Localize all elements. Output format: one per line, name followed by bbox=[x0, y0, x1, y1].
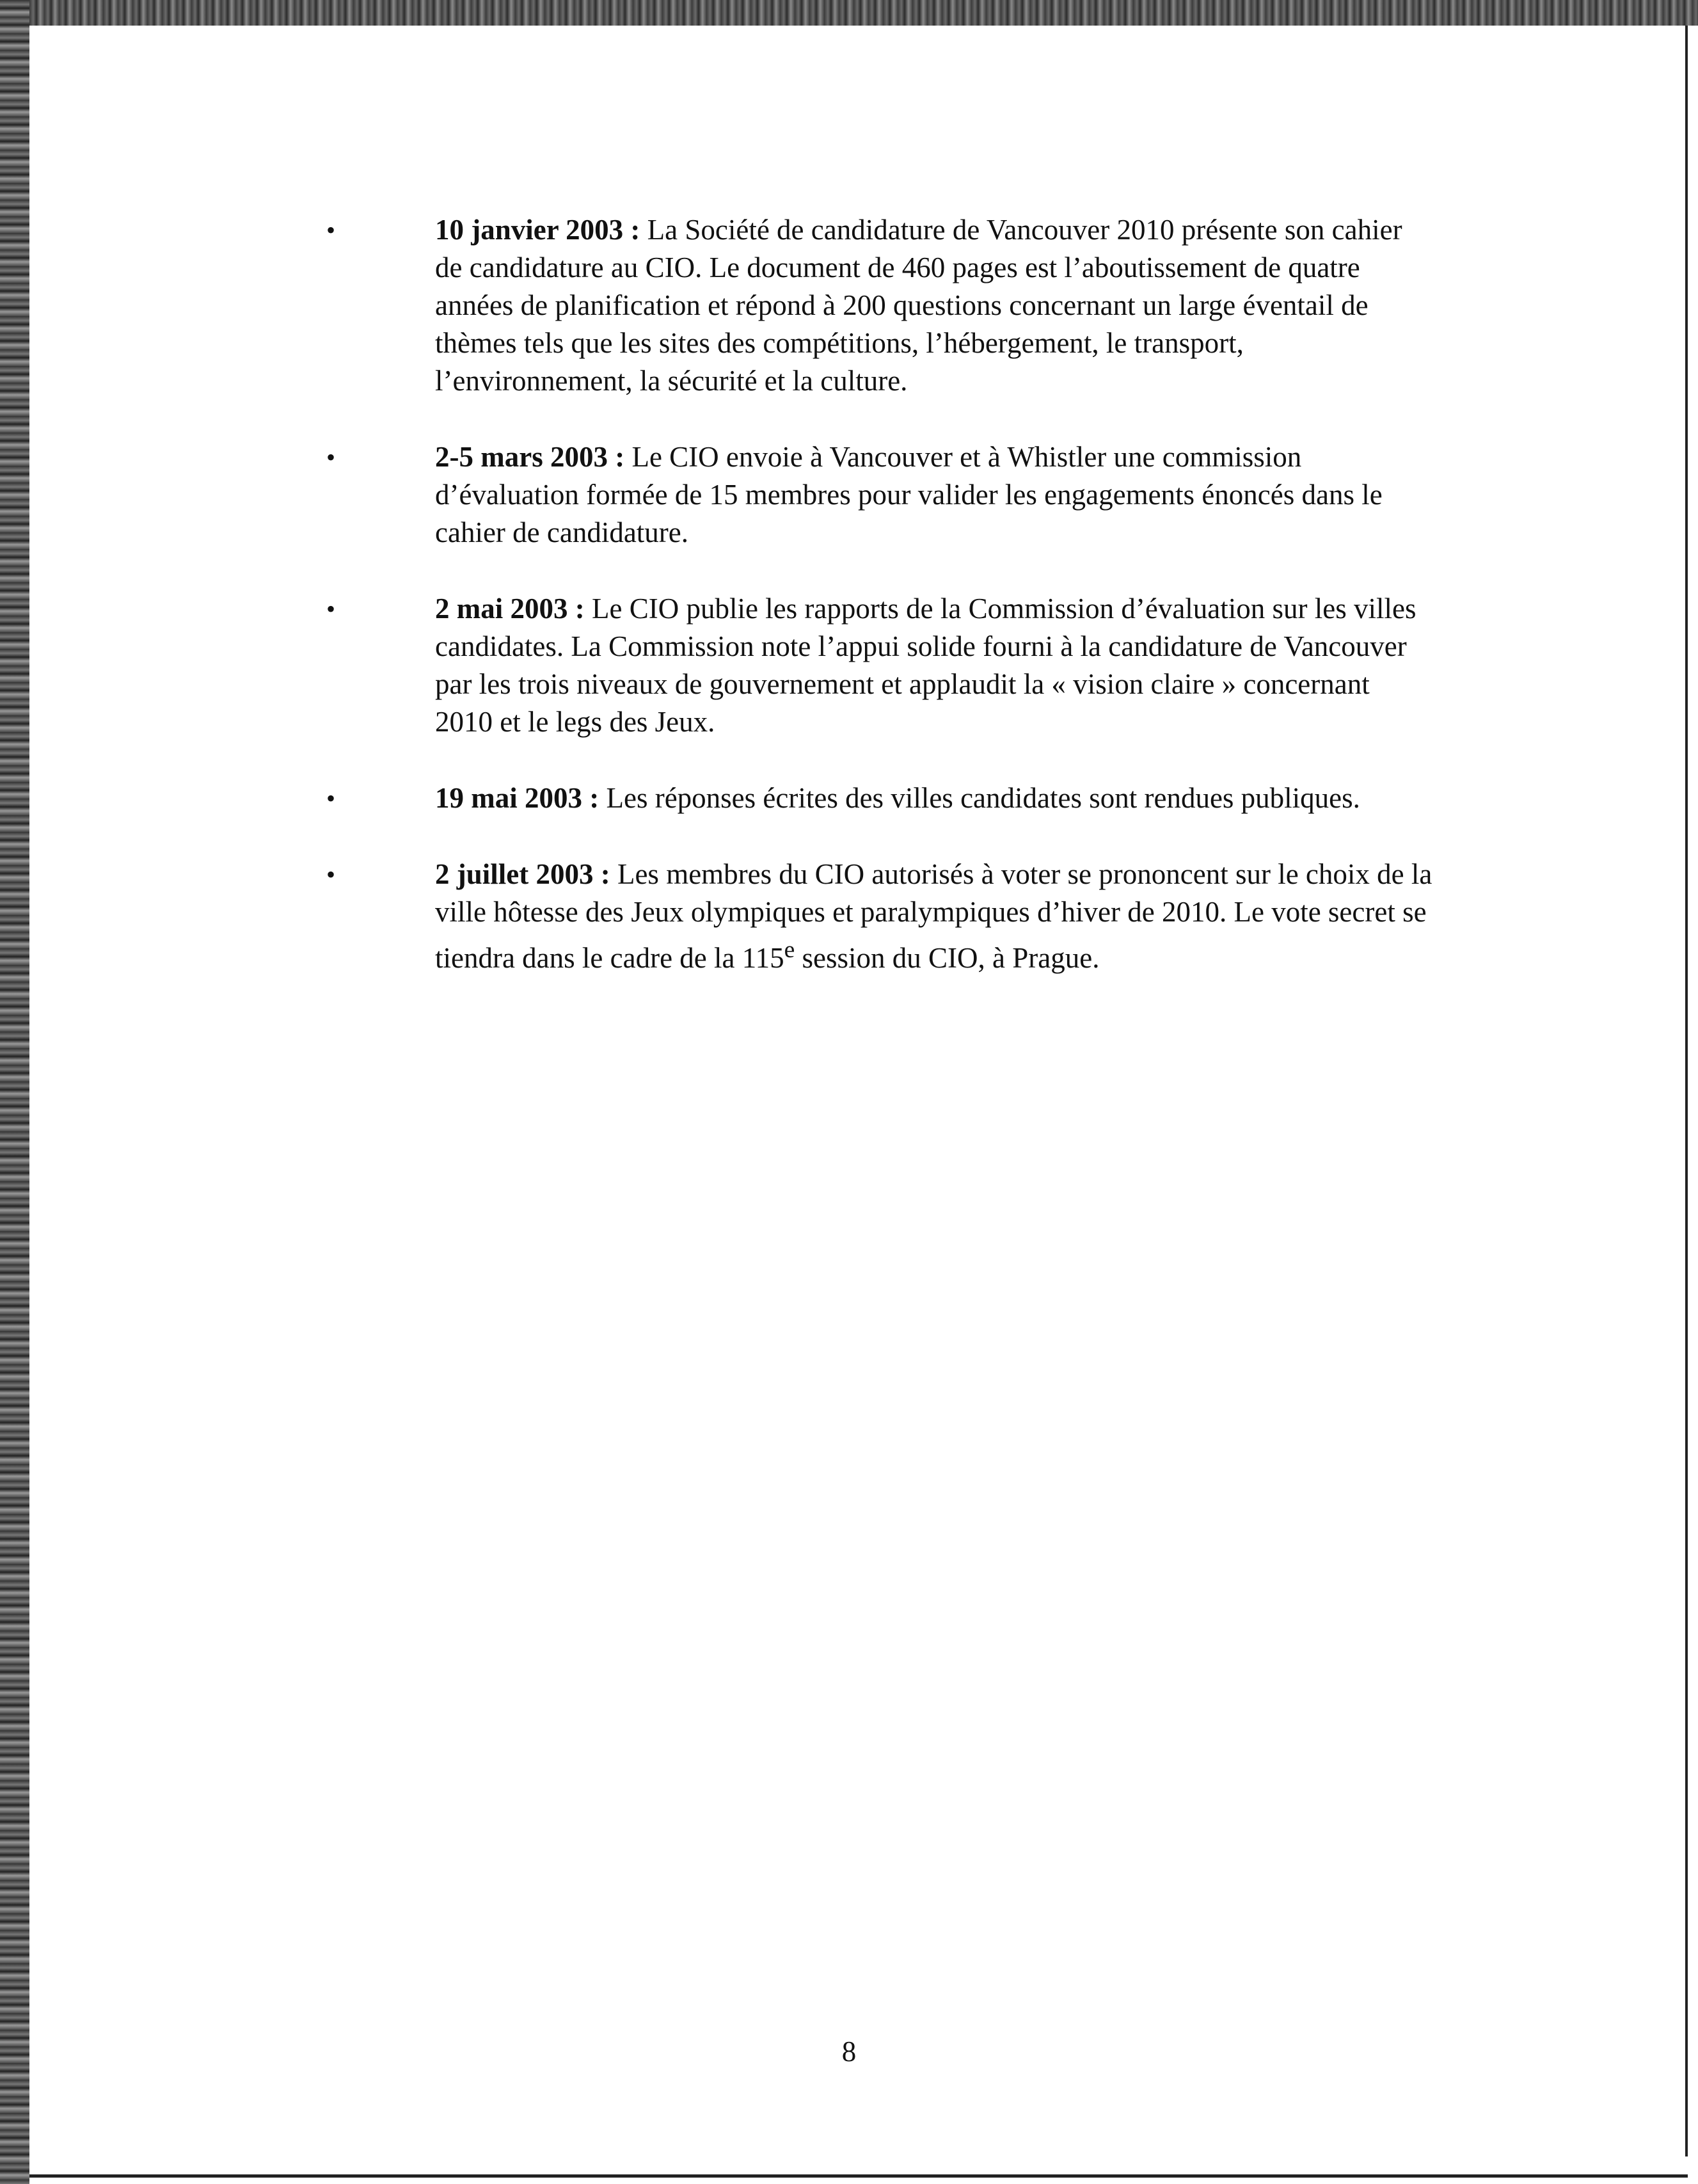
bullet-icon: • bbox=[326, 784, 336, 813]
bullet-icon: • bbox=[326, 594, 336, 623]
item-text: La Société de candidature de Vancouver 2010 présente son cahier de candidature au CIO. Le document de 460 pages est l’aboutissement de quatre années de planification et répond à 200 questions concernant un large éventail de thèmes tels que les sites des compétitions, l’hébergement, le transport, l’environnement, la sécurité et la culture. bbox=[435, 214, 1402, 397]
item-text: Les membres du CIO autorisés à voter se prononcent sur le choix de la ville hôtesse des Jeux olympiques et paralympiques d’hiver de 2010. Le vote secret se tiendra dans le cadre de la bbox=[435, 858, 1432, 974]
item-date: 2 juillet 2003 : bbox=[435, 858, 610, 890]
item-text-end: session du CIO, à Prague. bbox=[795, 942, 1100, 974]
item-date: 2-5 mars 2003 : bbox=[435, 441, 625, 473]
item-date: 10 janvier 2003 : bbox=[435, 214, 640, 246]
bullet-icon: • bbox=[326, 860, 336, 889]
scan-edge-top bbox=[0, 0, 1698, 26]
item-date: 2 mai 2003 : bbox=[435, 593, 585, 625]
item-text: Le CIO envoie à Vancouver et à Whistler une commission d’évaluation formée de 15 membres pour valider les engagements énoncés dans le cahier de candidature. bbox=[435, 441, 1383, 548]
list-item bbox=[326, 779, 1433, 817]
list-item bbox=[326, 856, 1433, 977]
scan-edge-left bbox=[0, 0, 29, 2184]
page-content bbox=[326, 211, 1433, 1016]
list-item bbox=[326, 438, 1433, 552]
item-date: 19 mai 2003 : bbox=[435, 782, 599, 814]
scan-edge-right bbox=[1685, 26, 1688, 2156]
scan-edge-bottom bbox=[29, 2174, 1688, 2178]
item-text: Les réponses écrites des villes candidates sont rendues publiques. bbox=[599, 782, 1360, 814]
item-text: Le CIO publie les rapports de la Commission d’évaluation sur les villes candidates. La Commission note l’appui solide fourni à la candidature de Vancouver par les trois niveaux de gouvernement et applaudit la « vision claire » concernant 2010 et le legs des Jeux. bbox=[435, 593, 1416, 738]
timeline-list bbox=[326, 211, 1433, 977]
bullet-icon: • bbox=[326, 443, 336, 472]
list-item bbox=[326, 211, 1433, 400]
bullet-icon: • bbox=[326, 216, 336, 244]
list-item bbox=[326, 590, 1433, 741]
session-suffix: e bbox=[784, 937, 795, 963]
page-number: 8 bbox=[841, 2036, 857, 2068]
session-number: 115 bbox=[742, 942, 784, 974]
